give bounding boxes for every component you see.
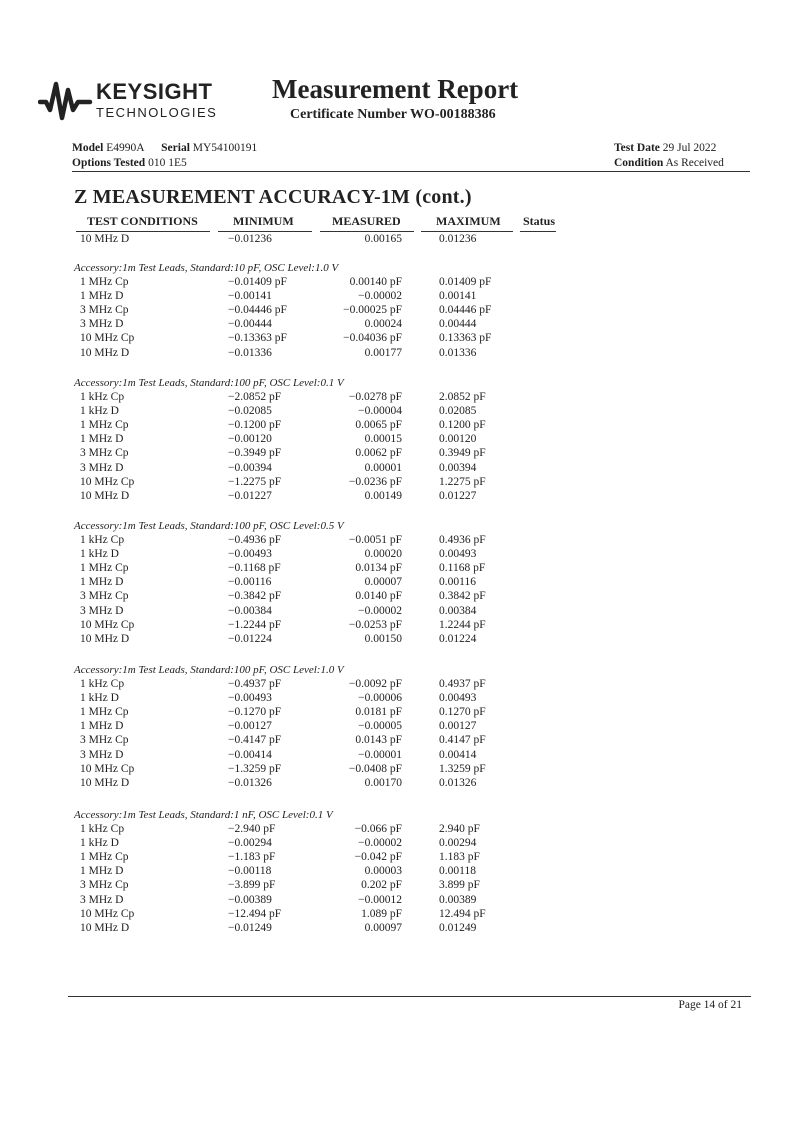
maximum-value: 0.00116 (439, 576, 476, 589)
minimum-value: −1.2275 pF (228, 475, 282, 488)
measured-value: 0.00170 (364, 776, 402, 789)
header-maximum: MAXIMUM (436, 214, 501, 228)
maximum-value: 0.1270 pF (439, 706, 486, 719)
measured-value: −0.0408 pF (348, 762, 402, 775)
table-row (0, 822, 794, 836)
minimum-value: −0.3949 pF (228, 447, 282, 460)
minimum-value: −1.3259 pF (228, 762, 282, 775)
report-title: Measurement Report (272, 74, 519, 104)
measured-value: 0.0143 pF (355, 734, 402, 747)
maximum-value: 0.1200 pF (439, 419, 486, 432)
measured-value: 0.00150 (364, 632, 402, 645)
maximum-value: 0.4936 pF (439, 534, 486, 546)
measured-value: 0.0062 pF (355, 447, 402, 460)
table-row (0, 317, 794, 331)
table-row (0, 404, 794, 418)
measured-value: −0.00012 (358, 893, 402, 906)
maximum-value: 0.01326 (439, 776, 477, 789)
minimum-value: −0.00389 (228, 893, 272, 906)
measured-value: 0.00140 pF (349, 276, 402, 288)
measured-value: −0.00004 (358, 405, 402, 418)
table-row (0, 850, 794, 864)
test-condition: 1 MHz Cp (80, 419, 129, 432)
minimum-value: −0.00294 (228, 837, 272, 850)
maximum-value: 0.00141 (439, 290, 477, 303)
test-condition: 3 MHz Cp (80, 447, 129, 460)
minimum-value: −0.01224 (228, 632, 272, 645)
certificate-line (290, 107, 496, 123)
minimum-value: −0.13363 pF (228, 332, 287, 345)
measured-value: −0.00002 (358, 290, 402, 303)
table-row (0, 864, 794, 878)
test-condition: 3 MHz Cp (80, 304, 129, 317)
test-condition: 10 MHz D (80, 632, 130, 645)
measured-value: 0.00015 (364, 433, 402, 446)
header-divider (72, 171, 750, 172)
minimum-value: −0.00141 (228, 290, 272, 303)
maximum-value: 0.02085 (439, 405, 477, 418)
test-condition: 3 MHz Cp (80, 879, 129, 892)
maximum-value: 0.01236 (439, 233, 477, 245)
options-value: 010 1E5 (148, 157, 187, 169)
measured-value: 0.00001 (364, 461, 402, 474)
maximum-value: 0.00120 (439, 433, 477, 446)
test-condition: 3 MHz Cp (80, 590, 129, 603)
maximum-value: 1.2275 pF (439, 475, 486, 488)
maximum-value: 0.13363 pF (439, 332, 492, 345)
serial-label: Serial (161, 142, 190, 154)
test-condition: 3 MHz D (80, 893, 124, 906)
table-row (0, 618, 794, 632)
minimum-value: −0.01326 (228, 776, 272, 789)
test-condition: 1 kHz D (80, 837, 119, 850)
measured-value: −0.00005 (358, 720, 402, 733)
minimum-value: −0.01236 (228, 233, 272, 245)
test-condition: 3 MHz D (80, 318, 124, 331)
certificate-number: WO-00188386 (410, 107, 496, 122)
keysight-logo-icon (38, 80, 94, 127)
test-condition: 1 kHz D (80, 548, 119, 561)
table-row (0, 331, 794, 345)
maximum-value: 0.3949 pF (439, 447, 486, 460)
test-condition: 1 kHz D (80, 405, 119, 418)
maximum-value: 0.01249 (439, 921, 477, 934)
minimum-value: −0.00493 (228, 548, 272, 561)
test-condition: 1 MHz D (80, 290, 124, 303)
minimum-value: −0.01249 (228, 921, 272, 934)
measured-value: 0.0134 pF (355, 562, 402, 575)
table-row (0, 632, 794, 646)
test-condition: 10 MHz Cp (80, 907, 135, 920)
maximum-value: 2.0852 pF (439, 391, 486, 403)
table-row (0, 836, 794, 850)
test-condition: 1 MHz D (80, 433, 124, 446)
maximum-value: 0.00493 (439, 548, 477, 561)
table-row (0, 604, 794, 618)
test-condition: 1 MHz D (80, 576, 124, 589)
table-row (0, 275, 794, 289)
table-row (0, 303, 794, 317)
table-row (0, 762, 794, 776)
table-row (0, 533, 794, 547)
logo-wordmark: KEYSIGHT (96, 79, 213, 104)
measured-value: 0.00020 (364, 548, 402, 561)
test-condition: 10 MHz D (80, 346, 130, 359)
model-label: Model (72, 142, 104, 154)
minimum-value: −0.1270 pF (228, 706, 282, 719)
header-minimum: MINIMUM (233, 214, 294, 228)
measured-value: −0.04036 pF (343, 332, 402, 345)
test-condition: 10 MHz Cp (80, 475, 135, 488)
measured-value: 1.089 pF (361, 907, 402, 920)
minimum-value: −0.00120 (228, 433, 272, 446)
measured-value: −0.066 pF (354, 823, 402, 835)
test-condition: 3 MHz D (80, 748, 124, 761)
maximum-value: 1.3259 pF (439, 762, 486, 775)
test-date-value: 29 Jul 2022 (662, 142, 717, 154)
measured-value: −0.0278 pF (348, 391, 402, 403)
measured-value: −0.042 pF (354, 851, 402, 864)
test-condition: 10 MHz D (80, 233, 130, 245)
minimum-value: −0.4936 pF (228, 534, 282, 546)
maximum-value: 0.00493 (439, 692, 477, 705)
measured-value: 0.0140 pF (355, 590, 402, 603)
test-condition: 10 MHz Cp (80, 618, 135, 631)
test-condition: 1 MHz Cp (80, 851, 129, 864)
minimum-value: −0.04446 pF (228, 304, 287, 317)
footer-divider (68, 996, 751, 997)
table-row (0, 878, 794, 892)
maximum-value: 1.2244 pF (439, 618, 486, 631)
measured-value: −0.0092 pF (348, 678, 402, 690)
condition-label: Condition (614, 157, 664, 169)
measured-value: 0.0065 pF (355, 419, 402, 432)
minimum-value: −0.01227 (228, 489, 272, 502)
minimum-value: −0.00127 (228, 720, 272, 733)
measured-value: −0.00001 (358, 748, 402, 761)
table-row (0, 691, 794, 705)
minimum-value: −0.1200 pF (228, 419, 282, 432)
group-title: Accessory:1m Test Leads, Standard:100 pF, OSC Level:1.0 V (74, 664, 344, 676)
page-number: Page 14 of 21 (678, 999, 742, 1011)
certificate-label: Certificate Number (290, 107, 407, 122)
maximum-value: 3.899 pF (439, 879, 480, 892)
test-condition: 10 MHz D (80, 921, 130, 934)
test-condition: 1 kHz Cp (80, 534, 125, 546)
table-row (0, 719, 794, 733)
minimum-value: −0.02085 (228, 405, 272, 418)
table-row (0, 390, 794, 404)
table-row (0, 589, 794, 603)
table-row (0, 677, 794, 691)
table-row (0, 547, 794, 561)
test-condition: 1 kHz Cp (80, 678, 125, 690)
maximum-value: 0.3842 pF (439, 590, 486, 603)
maximum-value: 0.1168 pF (439, 562, 486, 575)
maximum-value: 2.940 pF (439, 823, 480, 835)
minimum-value: −0.00444 (228, 318, 272, 331)
maximum-value: 0.4147 pF (439, 734, 486, 747)
table-row (0, 489, 794, 503)
test-condition: 10 MHz D (80, 489, 130, 502)
test-date-label: Test Date (614, 142, 660, 154)
measured-value: 0.00165 (364, 233, 402, 245)
test-condition: 3 MHz D (80, 461, 124, 474)
test-condition: 10 MHz Cp (80, 332, 135, 345)
model-value: E4990A (106, 142, 144, 154)
maximum-value: 0.00389 (439, 893, 477, 906)
maximum-value: 0.00414 (439, 748, 477, 761)
maximum-value: 12.494 pF (439, 907, 486, 920)
table-row (0, 748, 794, 762)
maximum-value: 0.00294 (439, 837, 477, 850)
test-condition: 1 MHz D (80, 720, 124, 733)
minimum-value: −1.183 pF (228, 851, 276, 864)
measured-value: −0.00006 (358, 692, 402, 705)
measured-value: −0.00002 (358, 604, 402, 617)
table-row (0, 346, 794, 360)
table-row (0, 907, 794, 921)
measured-value: −0.00025 pF (343, 304, 402, 317)
header-status: Status (523, 214, 556, 228)
table-row (0, 733, 794, 747)
maximum-value: 0.00118 (439, 865, 476, 878)
table-row (0, 561, 794, 575)
table-row (0, 432, 794, 446)
test-condition: 1 kHz Cp (80, 823, 125, 835)
measured-value: 0.00024 (364, 318, 402, 331)
group-title: Accessory:1m Test Leads, Standard:1 nF, OSC Level:0.1 V (74, 809, 333, 821)
minimum-value: −0.01409 pF (228, 276, 287, 288)
maximum-value: 0.01227 (439, 489, 477, 502)
test-condition: 3 MHz D (80, 604, 124, 617)
measured-value: −0.0253 pF (348, 618, 402, 631)
test-condition: 10 MHz Cp (80, 762, 135, 775)
table-row (0, 893, 794, 907)
test-condition: 1 kHz D (80, 692, 119, 705)
measured-value: 0.00177 (364, 346, 402, 359)
minimum-value: −0.00414 (228, 748, 272, 761)
measured-value: 0.00003 (364, 865, 402, 878)
group-title: Accessory:1m Test Leads, Standard:100 pF, OSC Level:0.5 V (74, 520, 344, 532)
minimum-value: −12.494 pF (228, 907, 282, 920)
minimum-value: −3.899 pF (228, 879, 276, 892)
test-condition: 10 MHz D (80, 776, 130, 789)
instrument-info (72, 141, 257, 171)
options-label: Options Tested (72, 157, 146, 169)
condition-value: As Received (665, 157, 724, 169)
table-row (0, 418, 794, 432)
group-title: Accessory:1m Test Leads, Standard:10 pF, OSC Level:1.0 V (74, 262, 339, 274)
maximum-value: 0.00394 (439, 461, 477, 474)
maximum-value: 0.01409 pF (439, 276, 492, 288)
serial-value: MY54100191 (192, 142, 258, 154)
minimum-value: −0.4937 pF (228, 678, 282, 690)
table-row (0, 289, 794, 303)
maximum-value: 0.00384 (439, 604, 477, 617)
test-info (614, 141, 724, 171)
logo-subtitle: TECHNOLOGIES (96, 105, 218, 120)
minimum-value: −2.940 pF (228, 823, 276, 835)
test-condition: 1 MHz D (80, 865, 124, 878)
minimum-value: −0.4147 pF (228, 734, 282, 747)
measured-value: 0.00149 (364, 489, 402, 502)
test-condition: 1 kHz Cp (80, 391, 125, 403)
minimum-value: −0.00384 (228, 604, 272, 617)
maximum-value: 0.4937 pF (439, 678, 486, 690)
minimum-value: −0.00493 (228, 692, 272, 705)
header-measured: MEASURED (332, 214, 401, 228)
minimum-value: −2.0852 pF (228, 391, 282, 403)
measured-value: 0.202 pF (361, 879, 402, 892)
maximum-value: 0.00444 (439, 318, 477, 331)
maximum-value: 0.01336 (439, 346, 477, 359)
minimum-value: −0.00118 (228, 865, 272, 878)
minimum-value: −0.01336 (228, 346, 272, 359)
table-row (0, 705, 794, 719)
maximum-value: 0.04446 pF (439, 304, 492, 317)
minimum-value: −0.00116 (228, 576, 272, 589)
test-condition: 1 MHz Cp (80, 276, 129, 288)
group-title: Accessory:1m Test Leads, Standard:100 pF, OSC Level:0.1 V (74, 377, 344, 389)
measured-value: −0.00002 (358, 837, 402, 850)
section-title: Z MEASUREMENT ACCURACY-1M (cont.) (74, 186, 472, 208)
minimum-value: −0.3842 pF (228, 590, 282, 603)
table-row (0, 232, 794, 246)
table-row (0, 475, 794, 489)
maximum-value: 1.183 pF (439, 851, 480, 864)
test-condition: 1 MHz Cp (80, 562, 129, 575)
maximum-value: 0.00127 (439, 720, 477, 733)
measured-value: 0.0181 pF (355, 706, 402, 719)
minimum-value: −0.1168 pF (228, 562, 281, 575)
measured-value: −0.0236 pF (348, 475, 402, 488)
table-row (0, 461, 794, 475)
measured-value: −0.0051 pF (348, 534, 402, 546)
test-condition: 3 MHz Cp (80, 734, 129, 747)
header-test-conditions: TEST CONDITIONS (87, 214, 198, 228)
measured-value: 0.00097 (364, 921, 402, 934)
table-row (0, 921, 794, 935)
minimum-value: −1.2244 pF (228, 618, 282, 631)
minimum-value: −0.00394 (228, 461, 272, 474)
measured-value: 0.00007 (364, 576, 402, 589)
maximum-value: 0.01224 (439, 632, 477, 645)
table-row (0, 446, 794, 460)
test-condition: 1 MHz Cp (80, 706, 129, 719)
table-row (0, 776, 794, 790)
table-row (0, 575, 794, 589)
